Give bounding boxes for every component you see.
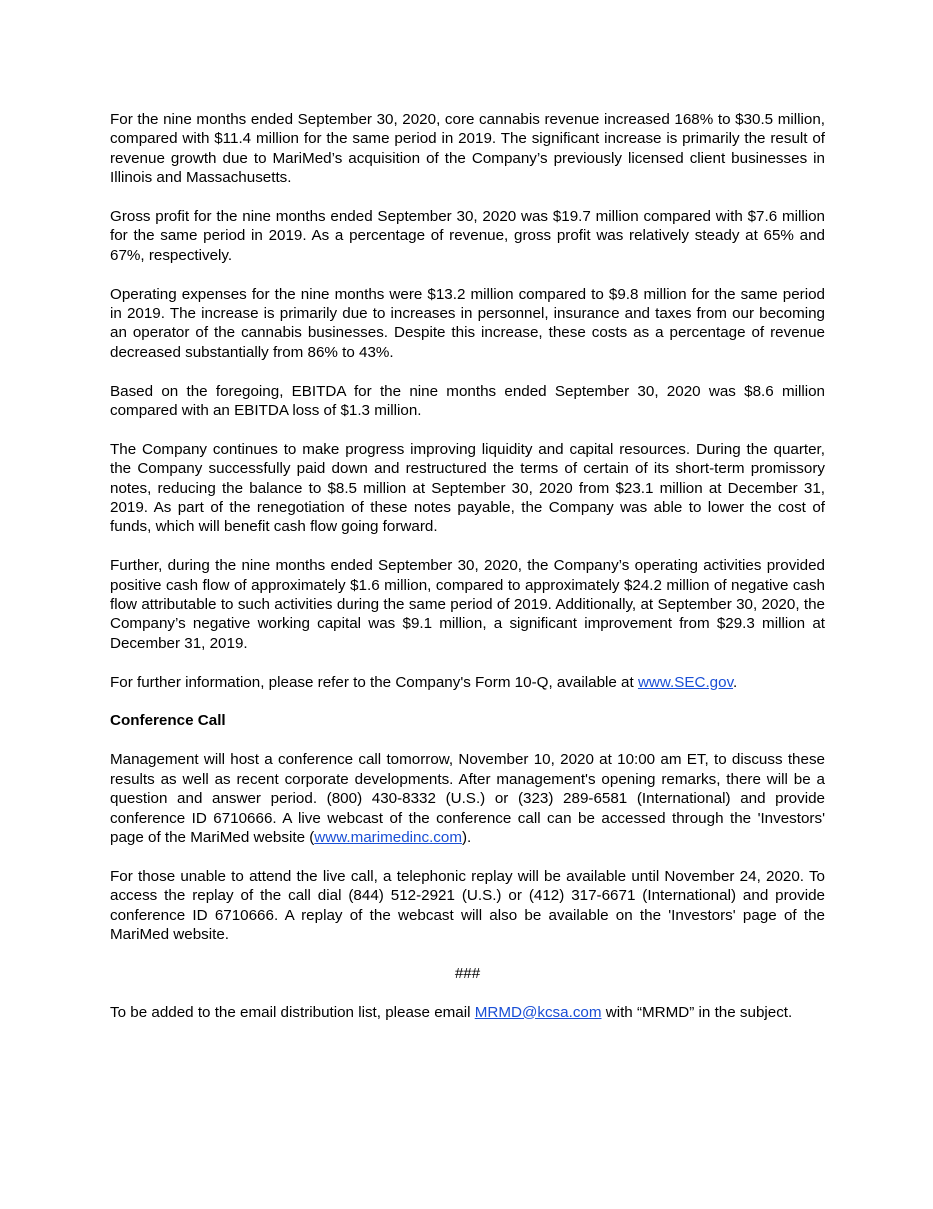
paragraph-further-info [110,673,825,692]
conference-call-closing: ). [461,828,472,846]
paragraph-cash-flow: Further, during the nine months ended September 30, 2020, the Company’s operating activities provided positive cash flow of approximately $1.6 million, compared to approximately $24.2 million of negative cash flow attributable to such activities during the same period of 2019. Additionally, at September 30, 2020, the Company’s negative working capital was $9.1 million, a significant improvement from $29.3 million at December 31, 2019. [110,557,825,652]
further-info-text: For further information, please refer to the Company's Form 10-Q, available at [110,673,638,691]
email-subject-text: with “MRMD” in the subject. [601,1003,793,1021]
marimed-website-link[interactable]: www.marimedinc.com [314,828,462,846]
paragraph-ebitda: Based on the foregoing, EBITDA for the nine months ended September 30, 2020 was $8.6 million compared with an EBITDA loss of $1.3 million. [110,382,825,420]
sec-gov-link[interactable]: www.SEC.gov [637,673,734,691]
paragraph-email-distribution [110,1003,825,1022]
conference-call-heading: Conference Call [110,712,226,730]
conference-call-text: Management will host a conference call tomorrow, November 10, 2020 at 10:00 am ET, to discuss these results as well as recent corporate developments. After management's opening remarks, there will be a question and answer period. (800) 430-8332 (U.S.) or (323) 289-6581 (International) and provide conference ID 6710666. A live webcast of the conference call can be accessed through the 'Investors' page of the MariMed website ( [110,751,825,846]
paragraph-conference-call [110,750,825,847]
paragraph-liquidity: The Company continues to make progress improving liquidity and capital resources. During the quarter, the Company successfully paid down and restructured the terms of certain of its short-term promissory notes, reducing the balance to $8.5 million at September 30, 2020 from $23.1 million at December 31, 2019. As part of the renegotiation of these notes payable, the Company was able to lower the cost of funds, which will benefit cash flow going forward. [110,440,825,536]
paragraph-gross-profit: Gross profit for the nine months ended September 30, 2020 was $19.7 million compared with $7.6 million for the same period in 2019. As a percentage of revenue, gross profit was relatively steady at 65% and 67%, respectively. [110,208,825,264]
paragraph-replay: For those unable to attend the live call, a telephonic replay will be available until November 24, 2020. To access the replay of the call dial (844) 512-2921 (U.S.) or (412) 317-6671 (International) and provide conference ID 6710666. A replay of the webcast will also be available on the 'Investors' page of the MariMed website. [110,867,825,943]
paragraph-revenue: For the nine months ended September 30, 2020, core cannabis revenue increased 168% to $30.5 million, compared with $11.4 million for the same period in 2019. The significant increase is primarily the result of revenue growth due to MariMed’s acquisition of the Company’s previously licensed client businesses in Illinois and Massachusetts. [110,111,825,187]
email-link[interactable]: MRMD@kcsa.com [474,1003,602,1021]
email-text: To be added to the email distribution list, please email [110,1003,475,1021]
paragraph-operating-expenses: Operating expenses for the nine months were $13.2 million compared to $9.8 million for the same period in 2019. The increase is primarily due to increases in personnel, insurance and taxes from our becoming an operator of the cannabis businesses. Despite this increase, these costs as a percentage of revenue decreased substantially from 86% to 43%. [110,285,825,361]
document-page [110,110,825,1041]
section-separator: ### [454,964,481,982]
further-info-period: . [733,673,738,691]
